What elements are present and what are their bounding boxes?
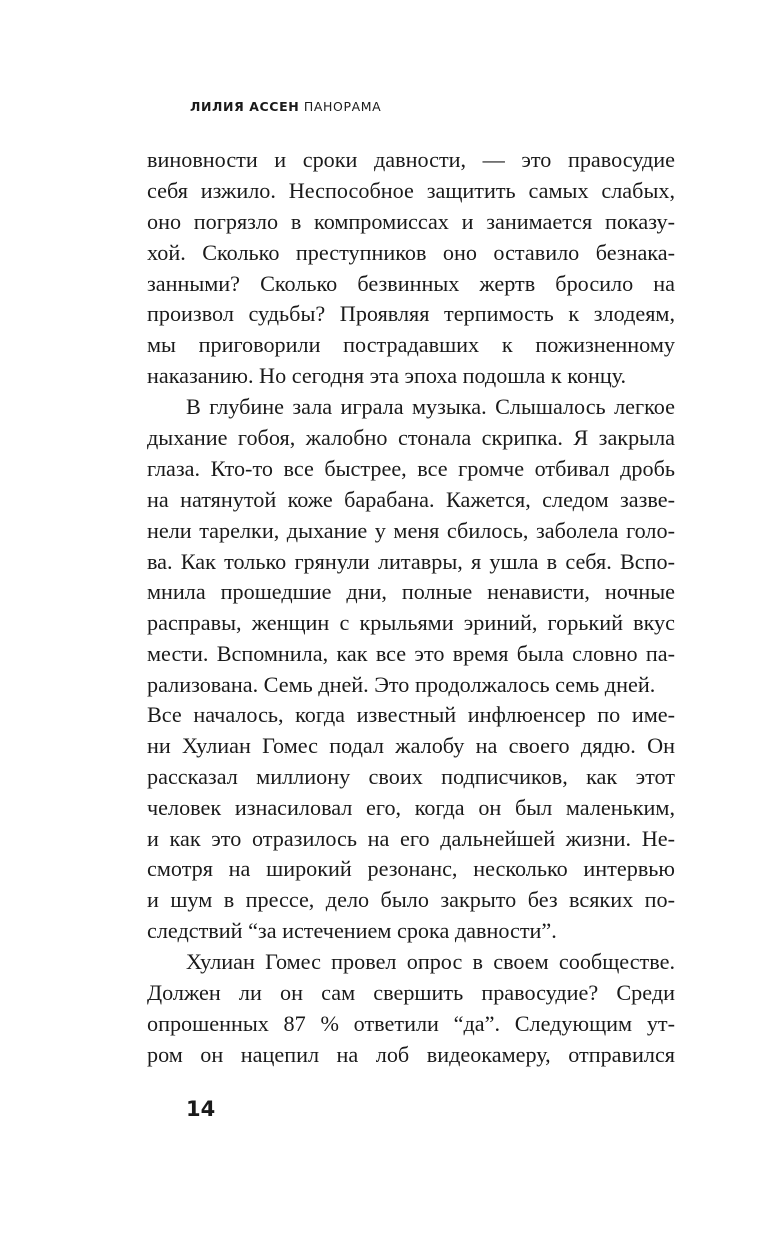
text-line: виновности и сроки давности, — это правосудие: [147, 147, 675, 172]
text-line: и шум в прессе, дело было закрыто без всяких по-: [147, 887, 675, 913]
page-number: 14: [186, 1097, 216, 1121]
text-line: мести. Вспомнила, как все это время была словно па-: [147, 641, 675, 667]
text-section-2: [147, 700, 675, 1071]
text-line: дыхание гобоя, жалобно стонала скрипка. Я закрыла: [147, 425, 675, 451]
text-section-1: [147, 145, 675, 701]
text-line: ни Хулиан Гомес подал жалобу на своего дядю. Он: [147, 732, 675, 758]
text-line: опрошенных 87 % ответили “да”. Следующим ут-: [147, 1010, 675, 1036]
text-line: мнила прошедшие дни, полные ненависти, ночные: [147, 579, 675, 605]
text-line: оно погрязло в компромиссах и занимается показу-: [147, 208, 675, 234]
text-line: Все началось, когда известный инфлюенсер по име-: [147, 702, 675, 727]
text-line: хой. Сколько преступников оно оставило безнака-: [147, 239, 675, 265]
text-line: рализована. Семь дней. Это продолжалось семь дней.: [147, 672, 656, 698]
text-line: глаза. Кто-то все быстрее, все громче отбивал дробь: [147, 455, 675, 481]
text-line: наказанию. Но сегодня эта эпоха подошла к концу.: [147, 363, 627, 389]
text-line: смотря на широкий резонанс, несколько интервью: [147, 856, 675, 882]
text-line: и как это отразилось на его дальнейшей жизни. Не-: [147, 825, 675, 851]
text-line: себя изжило. Неспособное защитить самых слабых,: [147, 177, 675, 203]
text-line: следствий “за истечением срока давности”.: [147, 918, 557, 944]
text-line: мы приговорили пострадавших к пожизненному: [147, 332, 675, 358]
text-line: В глубине зала играла музыка. Слышалось легкое: [186, 394, 675, 420]
running-head: [190, 99, 381, 114]
text-line: ром он нацепил на лоб видеокамеру, отправился: [147, 1041, 675, 1067]
text-line: Должен ли он сам свершить правосудие? Среди: [147, 980, 675, 1006]
header-series: ПАНОРАМА: [303, 99, 382, 114]
text-line: расправы, женщин с крыльями эриний, горький вкус: [147, 610, 675, 636]
text-line: на натянутой коже барабана. Кажется, следом зазве-: [147, 486, 675, 512]
header-author: ЛИЛИЯ АССЕН: [190, 99, 300, 114]
text-line: произвол судьбы? Проявляя терпимость к злодеям,: [147, 301, 675, 327]
text-line: нели тарелки, дыхание у меня сбилось, заболела голо-: [147, 517, 675, 543]
text-line: занными? Сколько безвинных жертв бросило на: [147, 270, 675, 296]
text-line: рассказал миллиону своих подписчиков, как этот: [147, 763, 675, 789]
text-line: ва. Как только грянули литавры, я ушла в себя. Вспо-: [147, 548, 675, 574]
text-line: человек изнасиловал его, когда он был маленьким,: [147, 794, 675, 820]
text-line: Хулиан Гомес провел опрос в своем сообществе.: [186, 949, 675, 975]
